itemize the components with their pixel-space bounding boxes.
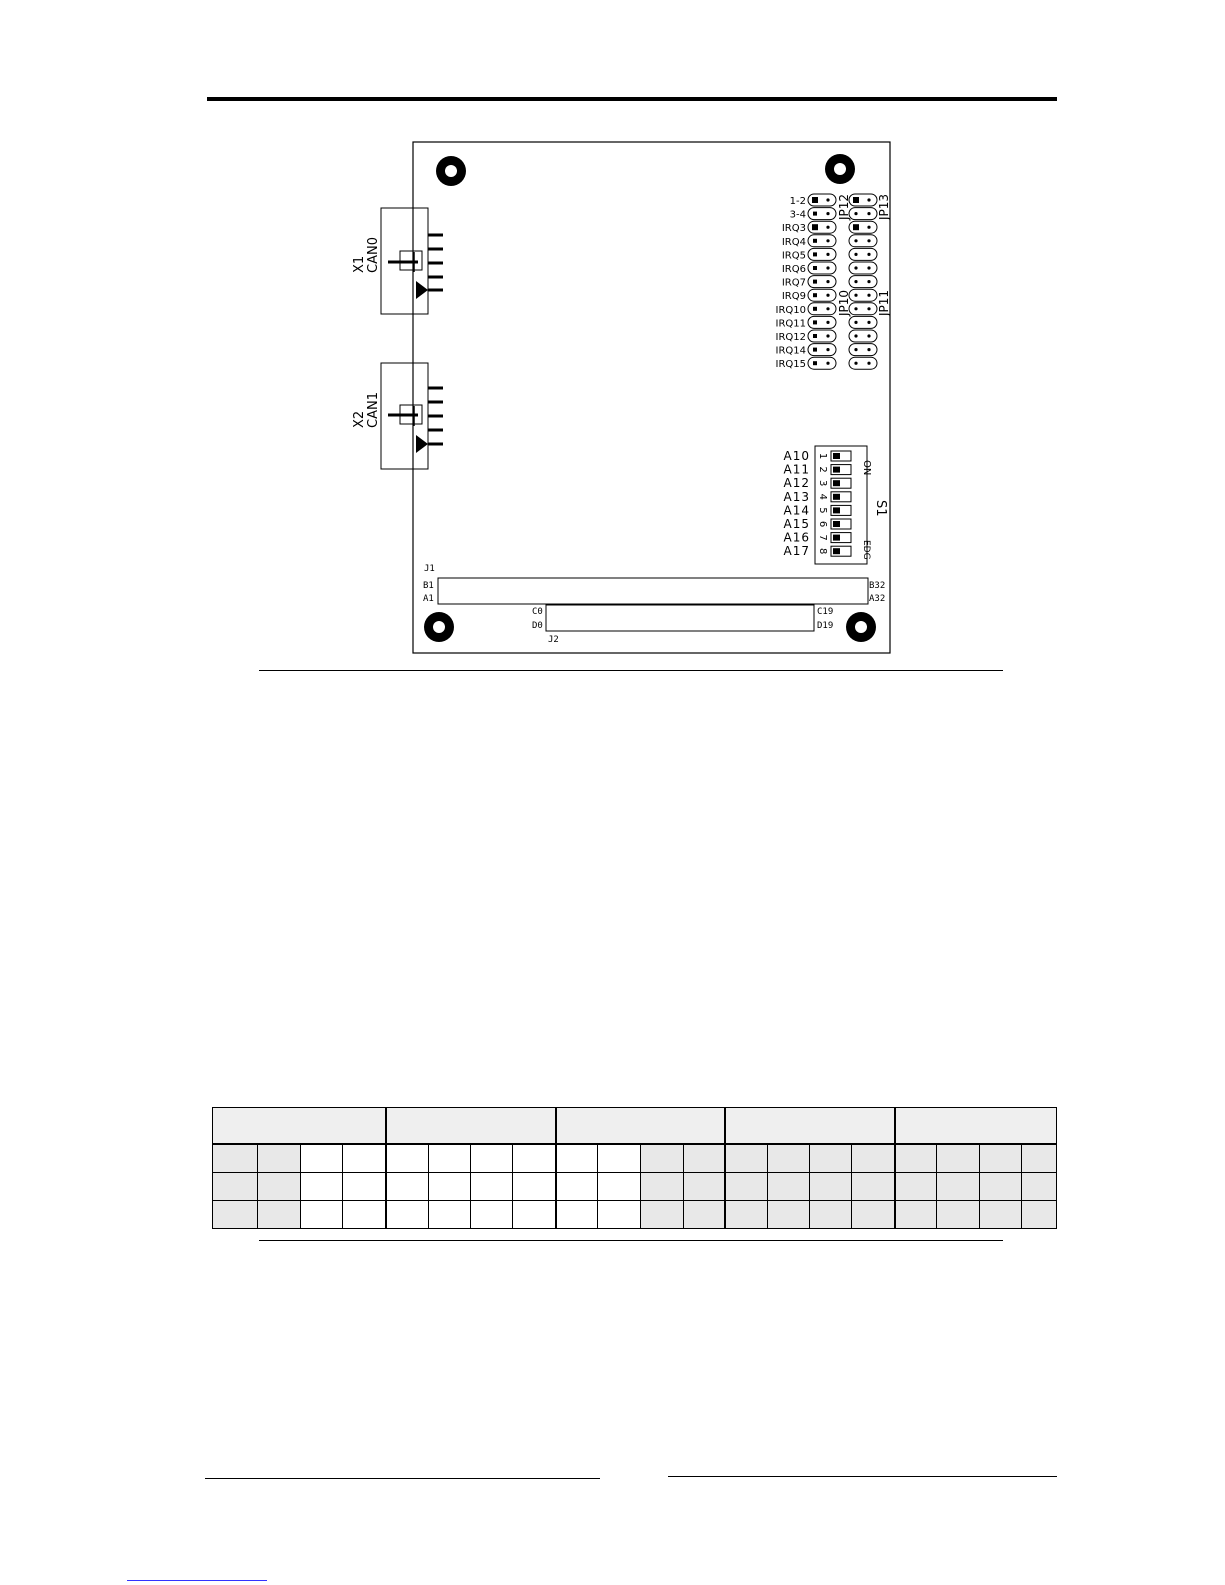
jumper-pin	[813, 320, 817, 324]
table-header-cell	[213, 1108, 387, 1145]
table-cell	[386, 1201, 428, 1229]
jumper-pin	[853, 224, 859, 230]
connector-x1	[352, 208, 443, 314]
connector-x2	[352, 363, 443, 469]
table-row	[213, 1201, 1057, 1229]
dip-switch-toggle	[833, 548, 840, 554]
table-cell	[598, 1201, 641, 1229]
table-header-cell	[725, 1108, 895, 1145]
jumper-pin-pair	[808, 316, 836, 328]
jumper-pin	[867, 294, 870, 297]
jumper-pin	[826, 362, 829, 365]
dip-switch-name: S1	[873, 500, 888, 517]
jumper-pin	[854, 362, 857, 365]
jumper-pin	[826, 226, 829, 229]
jumper-label: IRQ7	[781, 277, 806, 289]
footer-link-underline	[127, 1580, 267, 1581]
jumper-pin-pair	[808, 208, 836, 220]
jumper-pin-pair	[808, 235, 836, 247]
footer-rule-right	[668, 1476, 1057, 1477]
jumper-pin	[854, 348, 857, 351]
table-cell	[1021, 1144, 1056, 1173]
table-cell	[895, 1144, 937, 1173]
dip-switch-number: 7	[817, 534, 828, 541]
table-cell	[301, 1201, 343, 1229]
table-header-cell	[386, 1108, 556, 1145]
jumper-jp10-label: JP10	[837, 289, 851, 316]
jumper-pin	[813, 239, 817, 243]
table-cell	[428, 1201, 470, 1229]
connector-x1-name: X1	[352, 255, 367, 273]
jumper-pin	[826, 212, 829, 215]
table-header-row	[213, 1108, 1057, 1145]
table-cell	[683, 1201, 725, 1229]
dip-switch-address-label: A11	[783, 462, 810, 477]
jumper-jp12-label: JP12	[837, 193, 851, 220]
table-cell	[895, 1173, 937, 1201]
table-cell	[1021, 1173, 1056, 1201]
jumper-pin	[812, 224, 818, 230]
jumper-pin	[867, 198, 870, 201]
dip-switch-address-label: A13	[783, 489, 810, 504]
dip-switch-number: 2	[817, 466, 828, 473]
table-cell	[937, 1201, 979, 1229]
jumper-pin-pair	[808, 248, 836, 260]
dip-switch-s1	[784, 446, 888, 564]
dip-switch-toggle	[833, 480, 840, 486]
jumper-pin	[813, 361, 817, 365]
jumper-pin	[826, 239, 829, 242]
jumper-pin	[867, 266, 870, 269]
table-cell	[343, 1201, 386, 1229]
jumper-pin	[826, 294, 829, 297]
connector-j1-pin-a1: A1	[423, 594, 434, 604]
table-cell	[937, 1173, 979, 1201]
jumper-pin-pair	[849, 248, 877, 260]
table-cell	[386, 1173, 428, 1201]
jumper-block	[776, 194, 878, 370]
dip-switch-toggle	[833, 507, 840, 513]
jumper-pin	[813, 266, 817, 270]
connector-j2-pin-d0: D0	[532, 621, 543, 631]
table-cell	[343, 1173, 386, 1201]
table-cell	[470, 1173, 512, 1201]
board-layout-diagram	[0, 0, 1225, 700]
mounting-hole	[424, 612, 454, 642]
jumper-jp11-label: JP11	[877, 289, 891, 316]
connector-j1	[423, 564, 885, 604]
jumper-pin	[813, 334, 817, 338]
table-cell	[979, 1173, 1021, 1201]
jumper-pin	[854, 280, 857, 283]
jumper-pin-pair	[849, 208, 877, 220]
jumper-label: IRQ10	[775, 304, 806, 316]
jumper-label: IRQ5	[781, 250, 806, 262]
jumper-pin	[854, 266, 857, 269]
table-cell	[428, 1144, 470, 1173]
table-cell	[386, 1144, 428, 1173]
dip-switch-address-label: A15	[783, 517, 810, 531]
table-cell	[641, 1144, 683, 1173]
table-cell	[301, 1144, 343, 1173]
jumper-pin	[826, 334, 829, 337]
jumper-pin-pair	[849, 316, 877, 328]
table-cell	[258, 1173, 301, 1201]
table-cell	[725, 1173, 767, 1201]
jumper-pin-pair	[808, 262, 836, 274]
jumper-pin	[854, 321, 857, 324]
table-cell	[1021, 1201, 1056, 1229]
connector-x1-label: CAN0	[366, 237, 381, 273]
connector-x2-name: X2	[352, 410, 367, 428]
table-row	[213, 1144, 1057, 1173]
jumper-pin	[854, 253, 857, 256]
table-cell	[852, 1144, 895, 1173]
dip-switch-model: EDG	[861, 540, 871, 560]
jumper-pin	[826, 253, 829, 256]
jumper-pin	[867, 307, 870, 310]
jumper-label: IRQ9	[781, 291, 806, 303]
jumper-pin	[854, 239, 857, 242]
dip-switch-number: 1	[817, 452, 828, 460]
jumper-pin-pair	[808, 289, 836, 301]
jumper-pin-pair	[849, 303, 877, 315]
jumper-pin	[854, 307, 857, 310]
table-separator	[259, 1240, 1003, 1241]
connector-j1-pin-a32: A32	[869, 594, 886, 604]
dip-switch-number: 8	[817, 548, 828, 555]
table-cell	[213, 1173, 258, 1201]
table-cell	[683, 1144, 725, 1173]
table-cell	[979, 1201, 1021, 1229]
jumper-label: IRQ6	[781, 264, 806, 275]
table-cell	[809, 1201, 851, 1229]
table-cell	[213, 1144, 258, 1173]
connector-x2-label: CAN1	[366, 392, 381, 428]
connector-j2-pin-c0: C0	[532, 607, 543, 617]
table-header-cell	[895, 1108, 1057, 1145]
table-cell	[556, 1144, 598, 1173]
jumper-pin-pair	[808, 303, 836, 315]
dip-switch-address-label: A14	[783, 503, 810, 518]
jumper-pin	[813, 348, 817, 352]
table-cell	[470, 1144, 512, 1173]
jumper-pin	[813, 293, 817, 297]
dip-switch-number: 6	[817, 520, 828, 528]
connector-j2	[532, 605, 833, 645]
table-cell	[767, 1144, 809, 1173]
dip-switch-on-label: ON	[861, 460, 872, 476]
jumper-pin	[854, 212, 857, 215]
jumper-pin	[813, 280, 817, 284]
table-cell	[809, 1173, 851, 1201]
table-cell	[852, 1201, 895, 1229]
table-cell	[301, 1173, 343, 1201]
connector-j2-pin-c19: C19	[817, 607, 834, 617]
jumper-pin	[853, 197, 859, 203]
table-cell	[556, 1173, 598, 1201]
table-cell	[556, 1201, 598, 1229]
footer-rule-left	[205, 1478, 600, 1479]
table-header-cell	[556, 1108, 726, 1145]
jumper-label: IRQ15	[775, 359, 806, 371]
dip-switch-number: 4	[817, 493, 828, 500]
table-cell	[852, 1173, 895, 1201]
jumper-pin-pair	[849, 344, 877, 356]
jumper-jp13-label: JP13	[877, 193, 891, 220]
connector-j2-pin-d19: D19	[817, 621, 834, 631]
table-cell	[895, 1201, 937, 1229]
jumper-pin	[826, 307, 829, 310]
jumper-pin	[867, 239, 870, 242]
table-cell	[513, 1173, 556, 1201]
table-cell	[343, 1144, 386, 1173]
table-cell	[598, 1173, 641, 1201]
table-cell	[258, 1201, 301, 1229]
jumper-pin-pair	[849, 235, 877, 247]
jumper-label: IRQ4	[781, 236, 806, 248]
jumper-pin	[812, 197, 818, 203]
table-cell	[513, 1144, 556, 1173]
connector-j1-pin-b32: B32	[869, 581, 886, 591]
jumper-pin	[867, 334, 870, 337]
jumper-pin-pair	[808, 357, 836, 369]
jumper-pin	[813, 212, 817, 216]
jumper-pin	[826, 280, 829, 283]
jumper-pin-pair	[849, 262, 877, 274]
connector-j1-name: J1	[424, 564, 435, 574]
table-row	[213, 1173, 1057, 1201]
dip-switch-toggle	[833, 521, 840, 527]
table-cell	[725, 1144, 767, 1173]
dip-switch-toggle	[833, 453, 840, 459]
table-cell	[428, 1173, 470, 1201]
jumper-pin-pair	[808, 330, 836, 342]
table-cell	[470, 1201, 512, 1229]
dip-switch-toggle	[833, 494, 840, 500]
jumper-pin	[867, 321, 870, 324]
jumper-pin	[867, 253, 870, 256]
jumper-pin-pair	[808, 344, 836, 356]
table-cell	[979, 1144, 1021, 1173]
jumper-pin	[867, 226, 870, 229]
table-cell	[809, 1144, 851, 1173]
dip-switch-number: 5	[817, 507, 828, 514]
dip-switch-address-label: A17	[783, 544, 810, 559]
connector-j1-pin-b1: B1	[423, 581, 434, 591]
address-table	[212, 1107, 1057, 1229]
table-cell	[725, 1201, 767, 1229]
mounting-hole	[825, 154, 855, 184]
jumper-pin	[867, 348, 870, 351]
table-cell	[683, 1173, 725, 1201]
mounting-hole	[846, 612, 876, 642]
dip-switch-address-label: A10	[783, 449, 810, 463]
dip-switch-address-label: A12	[783, 476, 810, 491]
jumper-label: IRQ14	[775, 345, 806, 357]
jumper-pin-pair	[849, 289, 877, 301]
jumper-pin-pair	[849, 330, 877, 342]
jumper-pin	[867, 280, 870, 283]
jumper-pin	[854, 294, 857, 297]
jumper-pin	[854, 334, 857, 337]
table-cell	[213, 1201, 258, 1229]
table-cell	[641, 1173, 683, 1201]
table-cell	[937, 1144, 979, 1173]
table-cell	[641, 1201, 683, 1229]
jumper-label: IRQ12	[775, 332, 806, 343]
figure-separator	[259, 670, 1003, 671]
table-cell	[767, 1201, 809, 1229]
jumper-pin-pair	[808, 276, 836, 288]
jumper-pin-pair	[849, 357, 877, 369]
mounting-hole	[436, 156, 466, 186]
dip-switch-toggle	[833, 467, 840, 473]
jumper-pin	[867, 362, 870, 365]
jumper-pin	[826, 198, 829, 201]
jumper-pin	[826, 321, 829, 324]
jumper-pin-pair	[849, 276, 877, 288]
dip-switch-number: 3	[817, 480, 828, 487]
jumper-pin	[826, 266, 829, 269]
table-cell	[767, 1173, 809, 1201]
jumper-label: 1-2	[789, 196, 806, 207]
table-cell	[513, 1201, 556, 1229]
dip-switch-toggle	[833, 535, 840, 541]
jumper-pin	[813, 307, 817, 311]
jumper-label: IRQ11	[775, 318, 806, 330]
connector-j2-name: J2	[548, 635, 559, 645]
jumper-pin	[826, 348, 829, 351]
table-cell	[258, 1144, 301, 1173]
dip-switch-address-label: A16	[783, 530, 810, 545]
jumper-pin	[813, 252, 817, 256]
table-cell	[598, 1144, 641, 1173]
jumper-label: 3-4	[789, 209, 806, 221]
jumper-pin	[867, 212, 870, 215]
jumper-label: IRQ3	[781, 223, 806, 235]
